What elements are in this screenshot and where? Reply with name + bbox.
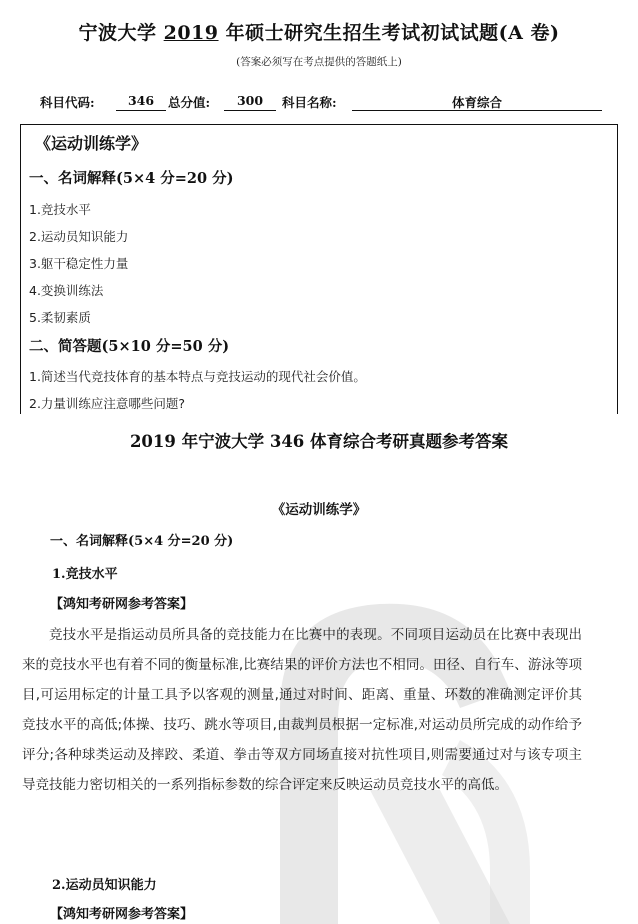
- exam-title-year: 2019: [163, 22, 219, 44]
- total-score-value: 300: [224, 93, 276, 111]
- subject-code-value: 346: [116, 93, 166, 111]
- subject-name-label: 科目名称:: [282, 95, 337, 110]
- exam-section-1-heading: 一、名词解释(5×4 分=20 分): [29, 170, 234, 187]
- exam-section-2-heading: 二、简答题(5×10 分=50 分): [29, 338, 230, 355]
- exam-question-box: [20, 124, 618, 414]
- subject-code-label: 科目代码:: [40, 95, 95, 110]
- answer-doc-term-1: 1.竞技水平: [52, 567, 118, 582]
- answer-doc-section-1: 一、名词解释(5×4 分=20 分): [50, 534, 234, 549]
- answer-doc-paragraph-1: 竞技水平是指运动员所具备的竞技能力在比赛中的表现。不同项目运动员在比赛中表现出来的竞技水平也有着不同的衡量标准,比赛结果的评价方法也不相同。田径、自行车、游泳等项目,可运用标定的计量工具予以客观的测量,通过对时间、距离、重量、环数的准确测定评价其竞技水平的高低;体操、技巧、跳水等项目,由裁判员根据一定标准,对运动员所完成的动作给予评分;各种球类运动及摔跤、柔道、拳击等双方同场直接对抗性项目,则需要通过对与该专项主导竞技能力密切相关的一系列指标参数的综合评定来反映运动员竞技水平的高低。: [22, 627, 582, 793]
- subject-info-row: [40, 93, 605, 113]
- exam-title: [0, 18, 638, 45]
- answer-doc-term-2: 2.运动员知识能力: [52, 878, 157, 893]
- answer-doc-ref-label-2: 【鸿知考研网参考答案】: [50, 907, 194, 922]
- answer-doc-course: 《运动训练学》: [271, 502, 367, 518]
- total-score-label: 总分值:: [168, 95, 211, 110]
- exam-question-item: 1.简述当代竞技体育的基本特点与竞技运动的现代社会价值。: [29, 369, 366, 384]
- exam-term-item: 3.躯干稳定性力量: [29, 256, 129, 271]
- exam-question-item: 2.力量训练应注意哪些问题?: [29, 396, 186, 411]
- answer-doc-title: 2019 年宁波大学 346 体育综合考研真题参考答案: [129, 432, 509, 451]
- exam-term-item: 1.竞技水平: [29, 202, 91, 217]
- subject-name-value: 体育综合: [352, 93, 602, 111]
- exam-term-item: 4.变换训练法: [29, 283, 104, 298]
- exam-course-title: 《运动训练学》: [35, 134, 148, 153]
- exam-term-item: 5.柔韧素质: [29, 310, 91, 325]
- exam-note: (答案必须写在考点提供的答题纸上): [236, 56, 402, 68]
- exam-title-prefix: 宁波大学: [78, 22, 164, 44]
- exam-term-item: 2.运动员知识能力: [29, 229, 129, 244]
- answer-doc-ref-label-1: 【鸿知考研网参考答案】: [50, 597, 194, 612]
- exam-title-suffix: 年硕士研究生招生考试初试试题(A 卷): [218, 22, 560, 44]
